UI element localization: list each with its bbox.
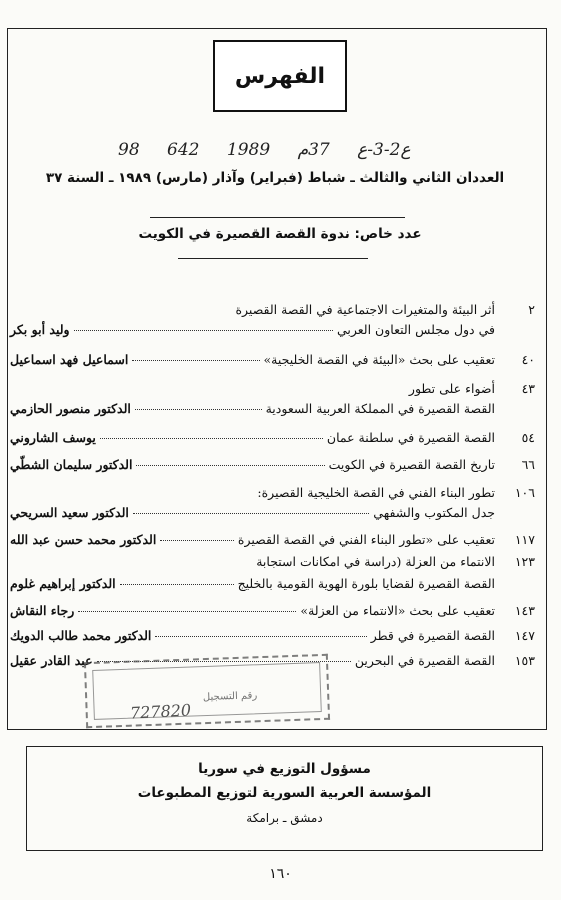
toc-page-number: ١٥٣ <box>514 653 535 668</box>
toc-title: القصة القصيرة في قطر <box>370 628 495 643</box>
toc-author: اسماعيل فهد اسماعيل <box>10 352 129 367</box>
library-stamp <box>84 654 330 728</box>
toc-page-number: ٢ <box>528 302 535 317</box>
toc-author: يوسف الشاروني <box>10 430 96 445</box>
distribution-company: المؤسسة العربية السورية لتوزيع المطبوعات <box>137 785 432 801</box>
leader-dots <box>132 360 259 361</box>
toc-author: الدكتور محمد طالب الدويك <box>10 628 152 643</box>
toc-page-number: ٤٣ <box>521 381 535 396</box>
toc-title: تاريخ القصة القصيرة في الكويت <box>328 457 495 472</box>
toc-title: تطور البناء الفني في القصة الخليجية القصيرة: <box>257 485 495 500</box>
toc-title: في دول مجلس التعاون العربي <box>336 322 495 337</box>
leader-dots <box>74 330 333 331</box>
toc-author: الدكتور إبراهيم غلوم <box>10 576 116 591</box>
contents-frame <box>7 28 547 730</box>
toc-author: الدكتور سليمان الشطّي <box>10 457 133 472</box>
stamp-label: رقم التسجيل <box>202 690 258 704</box>
toc-row <box>10 485 535 503</box>
toc-author: الدكتور منصور الحازمي <box>10 401 131 416</box>
page-number: ١٦٠ <box>269 866 292 882</box>
stamp-handwritten-number: 727820 <box>129 700 192 723</box>
page-title: الفهرس <box>234 63 326 89</box>
toc-title: الانتماء من العزلة (دراسة في امكانات استجابة <box>256 554 495 569</box>
toc-page-number: ٥٤ <box>521 430 535 445</box>
special-issue-title: عدد خاص: ندوة القصة القصيرة في الكويت <box>138 226 422 242</box>
toc-page-number: ١٤٣ <box>514 603 535 618</box>
leader-dots <box>100 438 323 439</box>
toc-title: أثر البيئة والمتغيرات الاجتماعية في القصة القصيرة <box>235 302 495 317</box>
toc-author: رجاء النقاش <box>10 603 75 618</box>
leader-dots <box>136 465 324 466</box>
toc-row <box>10 430 535 448</box>
toc-row <box>10 505 535 523</box>
toc-row <box>10 352 535 370</box>
leader-dots <box>155 636 366 637</box>
toc-page-number: ١٤٧ <box>514 628 535 643</box>
leader-dots <box>160 540 234 541</box>
toc-author: الدكتور سعيد السريحي <box>10 505 129 520</box>
toc-page-number: ١١٧ <box>514 532 535 547</box>
leader-dots <box>133 513 369 514</box>
handwritten-catalog-note: 98 ع2-3-ع 37م 1989 642 <box>118 140 411 160</box>
toc-page-number: ١٠٦ <box>514 485 535 500</box>
toc-title: جدل المكتوب والشفهي <box>373 505 495 520</box>
divider-bottom <box>178 258 368 259</box>
toc-title: تعقيب على بحث «البيئة في القصة الخليجية» <box>263 352 495 367</box>
leader-dots <box>78 611 296 612</box>
leader-dots <box>120 584 234 585</box>
distribution-heading: مسؤول التوزيع في سوريا <box>198 761 371 777</box>
toc-row <box>10 628 535 646</box>
toc-title: القصة القصيرة لقضايا بلورة الهوية القومية بالخليج <box>237 576 495 591</box>
toc-page-number: ٦٦ <box>521 457 535 472</box>
toc-title: القصة القصيرة في البحرين <box>354 653 495 668</box>
issue-line: العددان الثاني والثالث ـ شباط (فبراير) وآذار (مارس) ١٩٨٩ ـ السنة ٣٧ <box>45 170 505 186</box>
toc-title: القصة القصيرة في المملكة العربية السعودية <box>265 401 495 416</box>
leader-dots <box>135 409 262 410</box>
toc-row <box>10 322 535 340</box>
toc-page-number: ٤٠ <box>521 352 535 367</box>
toc-row <box>10 401 535 419</box>
toc-author: عبد القادر عقيل <box>10 653 93 668</box>
toc-row <box>10 532 535 550</box>
toc-title: أضواء على تطور <box>408 381 495 396</box>
toc-row <box>10 381 535 399</box>
title-box <box>213 40 347 112</box>
toc-title: تعقيب على «تطور البناء الفني في القصة القصيرة <box>237 532 495 547</box>
distribution-address: دمشق ـ برامكة <box>246 811 323 825</box>
toc-row <box>10 576 535 594</box>
divider-top <box>150 217 405 218</box>
toc-title: تعقيب على بحث «الانتماء من العزلة» <box>300 603 495 618</box>
toc-author: وليد أبو بكر <box>10 322 70 337</box>
toc-author: الدكتور محمد حسن عبد الله <box>10 532 157 547</box>
toc-row <box>10 302 535 320</box>
toc-title: القصة القصيرة في سلطنة عمان <box>326 430 495 445</box>
distribution-box <box>26 746 543 851</box>
toc-page-number: ١٢٣ <box>514 554 535 569</box>
toc-row <box>10 603 535 621</box>
toc-row <box>10 457 535 475</box>
toc-row <box>10 554 535 572</box>
